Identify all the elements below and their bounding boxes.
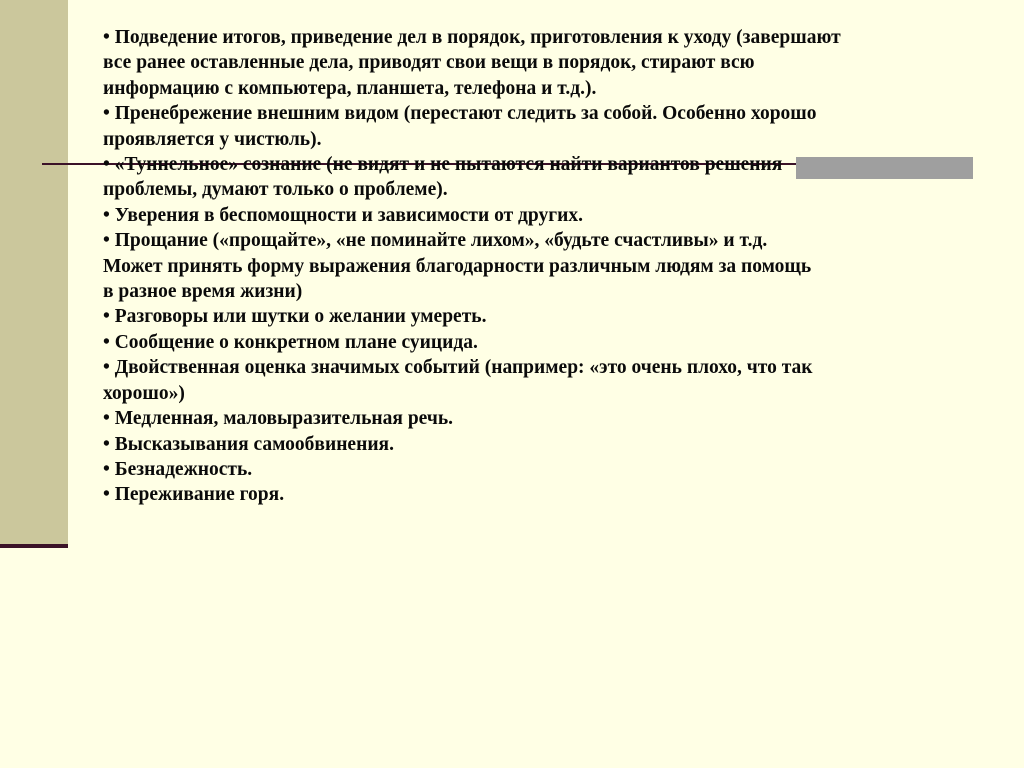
slide-body-text [103,25,983,508]
text-line: • Пренебрежение внешним видом (перестают следить за собой. Особенно хорошо [103,103,817,125]
text-line: • Безнадежность. [103,458,253,480]
text-line: • Уверения в беспомощности и зависимости от других. [103,204,583,226]
left-decorative-rule [0,544,68,548]
text-line: все ранее оставленные дела, приводят свои вещи в порядок, стирают всю [103,52,755,74]
text-line: • Подведение итогов, приведение дел в порядок, приготовления к уходу (завершают [103,27,841,48]
text-line: информацию с компьютера, планшета, телефона и т.д.). [103,77,597,99]
text-line: хорошо») [103,382,185,404]
text-line: • Разговоры или шутки о желании умереть. [103,306,487,328]
text-line: • Сообщение о конкретном плане суицида. [103,331,478,353]
text-line: в разное время жизни) [103,281,303,303]
text-line: проявляется у чистюль). [103,128,322,150]
text-line: • «Туннельное» сознание (не видят и не пытаются найти вариантов решения [103,154,783,176]
text-line: • Высказывания самообвинения. [103,433,394,455]
text-line: • Медленная, маловыразительная речь. [103,408,454,430]
text-line: Может принять форму выражения благодарности различным людям за помощь [103,255,812,277]
text-line: • Прощание («прощайте», «не поминайте лихом», «будьте счастливы» и т.д. [103,230,768,252]
text-line: проблемы, думают только о проблеме). [103,179,448,201]
text-line: • Переживание горя. [103,484,285,506]
left-decorative-band [0,0,68,546]
text-line: • Двойственная оценка значимых событий (например: «это очень плохо, что так [103,357,813,379]
